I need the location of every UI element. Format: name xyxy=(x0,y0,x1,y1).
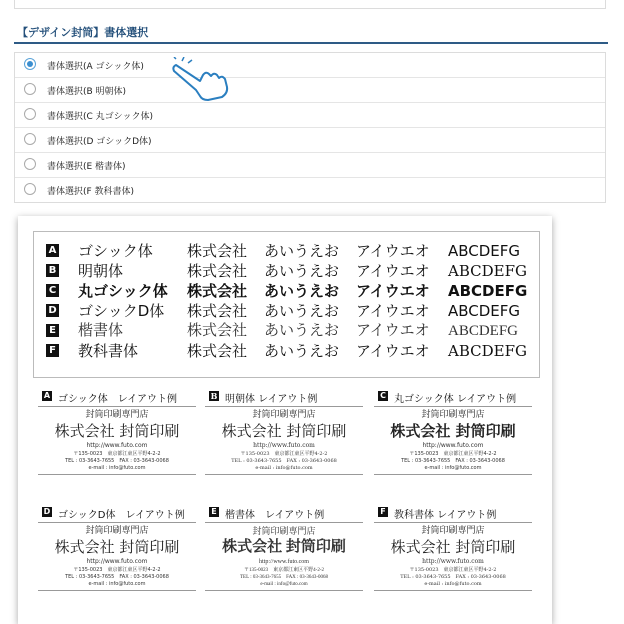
sample-f-hira: あいうえお xyxy=(264,342,340,360)
layout-f-divider xyxy=(374,590,532,591)
layout-e-shop: 封筒印刷専門店 xyxy=(252,526,316,536)
option-c-label[interactable]: 書体選択(C 丸ゴシック体) xyxy=(47,112,153,122)
layout-d-title: ゴシックD体 レイアウト例 xyxy=(58,510,185,521)
sample-c-kata: アイウエオ xyxy=(356,282,430,300)
layout-e-url: http://www.futo.com xyxy=(259,559,309,565)
sample-a-latin: ABCDEFG xyxy=(448,242,521,260)
sample-badge-f: F xyxy=(46,344,59,357)
sample-e-company: 株式会社 xyxy=(187,323,248,339)
sample-b-latin: ABCDEFG xyxy=(448,262,527,280)
layout-f-company: 株式会社 封筒印刷 xyxy=(390,538,516,556)
layout-c-shop: 封筒印刷専門店 xyxy=(421,410,485,420)
radio-d[interactable] xyxy=(24,133,36,145)
sample-badge-b: B xyxy=(46,264,59,277)
sample-badge-a: A xyxy=(46,244,59,257)
sample-b-name: 明朝体 xyxy=(78,262,124,280)
layout-f-address: 〒135-0023 東京都江東区平野4-2-2 xyxy=(409,567,497,573)
radio-e[interactable] xyxy=(24,158,36,170)
layout-b-email: e-mail : info@futo.com xyxy=(255,465,313,471)
font-sample-card xyxy=(18,216,552,624)
sample-d-company: 株式会社 xyxy=(187,302,248,320)
layout-a-company: 株式会社 封筒印刷 xyxy=(54,422,180,440)
layout-f-tel: TEL : 03-3643-7655 FAX : 03-3643-0068 xyxy=(400,574,506,580)
option-a[interactable] xyxy=(15,53,605,78)
sample-e-latin: ABCDEFG xyxy=(448,323,519,339)
sample-e-hira: あいうえお xyxy=(264,323,340,339)
font-radio-group xyxy=(14,52,606,203)
layout-b-title: 明朝体 レイアウト例 xyxy=(225,394,318,405)
layout-c-address: 〒135-0023 東京都江東区平野4-2-2 xyxy=(409,451,497,457)
layout-f-shop: 封筒印刷専門店 xyxy=(421,526,485,536)
layout-b-tel: TEL : 03-3643-7655 FAX : 03-3643-0068 xyxy=(231,458,337,464)
option-d-label[interactable]: 書体選択(D ゴシックD体) xyxy=(47,137,152,147)
option-c[interactable] xyxy=(15,103,605,128)
sample-badge-d: D xyxy=(46,304,59,317)
layout-d-divider xyxy=(38,590,196,591)
option-e[interactable] xyxy=(15,153,605,178)
layout-c-company: 株式会社 封筒印刷 xyxy=(390,422,516,440)
layout-a-divider xyxy=(38,474,196,475)
layout-b-company: 株式会社 封筒印刷 xyxy=(221,422,347,440)
layout-e-company: 株式会社 封筒印刷 xyxy=(222,539,346,555)
layout-e-address: 〒135-0023 東京都江東区平野4-2-2 xyxy=(244,568,324,573)
layout-d-url: http://www.futo.com xyxy=(86,558,148,565)
sample-badge-e: E xyxy=(46,324,59,337)
layout-a-badge: A xyxy=(43,391,51,400)
layout-f-email: e-mail : info@futo.com xyxy=(424,581,482,587)
sample-row-b xyxy=(34,261,539,281)
layout-d-email: e-mail : info@futo.com xyxy=(88,581,146,587)
section-header xyxy=(14,22,608,44)
layout-e-divider xyxy=(205,590,363,591)
sample-d-name: ゴシックD体 xyxy=(78,302,165,320)
sample-c-company: 株式会社 xyxy=(187,282,248,300)
layout-b-badge: B xyxy=(210,391,218,401)
layout-b-url: http://www.futo.com xyxy=(253,442,315,449)
option-f-label[interactable]: 書体選択(F 教科書体) xyxy=(47,187,135,197)
layout-e-title: 楷書体 レイアウト例 xyxy=(225,510,325,521)
layout-a-email: e-mail : info@futo.com xyxy=(88,465,146,471)
sample-a-company: 株式会社 xyxy=(187,242,248,260)
layout-e-email: e-mail : info@futo.com xyxy=(260,582,308,587)
sample-row-d xyxy=(34,301,539,321)
sample-f-name: 教科書体 xyxy=(78,342,139,360)
sample-e-name: 楷書体 xyxy=(78,323,124,339)
sample-c-latin: ABCDEFG xyxy=(448,282,528,300)
option-b-label[interactable]: 書体選択(B 明朝体) xyxy=(47,87,127,97)
sample-a-hira: あいうえお xyxy=(264,242,340,260)
layout-b-address: 〒135-0023 東京都江東区平野4-2-2 xyxy=(240,451,328,457)
layout-a-title: ゴシック体 レイアウト例 xyxy=(58,394,177,405)
layout-d-tel: TEL : 03-3643-7655 FAX : 03-3643-0068 xyxy=(65,574,169,580)
layout-d-badge: D xyxy=(43,507,51,516)
sample-row-e xyxy=(34,321,539,341)
option-a-label[interactable]: 書体選択(A ゴシック体) xyxy=(47,62,144,72)
layout-c-title: 丸ゴシック体 レイアウト例 xyxy=(394,394,517,405)
layout-b-divider xyxy=(205,474,363,475)
radio-a[interactable] xyxy=(24,58,36,70)
sample-c-hira: あいうえお xyxy=(264,282,340,300)
layout-a-tel: TEL : 03-3643-7655 FAX : 03-3643-0068 xyxy=(65,458,169,464)
layout-c-divider xyxy=(374,474,532,475)
sample-b-hira: あいうえお xyxy=(264,262,340,280)
layout-f-title: 教科書体 レイアウト例 xyxy=(394,510,497,521)
option-d[interactable] xyxy=(15,128,605,153)
sample-row-a xyxy=(34,241,539,261)
option-e-label[interactable]: 書体選択(E 楷書体) xyxy=(47,162,126,172)
layout-c-email: e-mail : info@futo.com xyxy=(424,465,482,471)
layout-a-address: 〒135-0023 東京都江東区平野4-2-2 xyxy=(73,451,161,457)
sample-a-name: ゴシック体 xyxy=(78,242,153,260)
option-f[interactable] xyxy=(15,178,605,202)
layout-b-shop: 封筒印刷専門店 xyxy=(252,410,316,420)
layout-d-address: 〒135-0023 東京都江東区平野4-2-2 xyxy=(73,567,161,573)
font-sample-table xyxy=(33,231,540,378)
layout-f-url: http://www.futo.com xyxy=(422,558,484,565)
layout-a-shop: 封筒印刷専門店 xyxy=(85,410,149,420)
sample-a-kata: アイウエオ xyxy=(356,242,430,260)
layout-a-url: http://www.futo.com xyxy=(86,442,148,449)
pointing-hand-icon xyxy=(170,57,230,101)
layout-c-tel: TEL : 03-3643-7655 FAX : 03-3643-0068 xyxy=(401,458,505,464)
layout-c-url: http://www.futo.com xyxy=(422,442,484,449)
option-b[interactable] xyxy=(15,78,605,103)
layout-e-badge: E xyxy=(209,507,219,517)
sample-d-latin: ABCDEFG xyxy=(448,302,521,320)
sample-f-latin: ABCDEFG xyxy=(448,342,527,360)
previous-panel-edge xyxy=(14,0,606,9)
sample-e-kata: アイウエオ xyxy=(356,323,430,339)
sample-b-kata: アイウエオ xyxy=(356,262,430,280)
layout-f-badge: F xyxy=(378,507,388,517)
section-title: 【デザイン封筒】書体選択 xyxy=(17,26,149,39)
sample-f-company: 株式会社 xyxy=(187,342,248,360)
sample-badge-c: C xyxy=(46,284,59,297)
sample-c-name: 丸ゴシック体 xyxy=(78,282,168,300)
sample-d-kata: アイウエオ xyxy=(356,302,430,320)
sample-row-f xyxy=(34,341,539,361)
radio-f[interactable] xyxy=(24,183,36,195)
sample-d-hira: あいうえお xyxy=(264,302,340,320)
sample-row-c xyxy=(34,281,539,301)
sample-b-company: 株式会社 xyxy=(187,262,248,280)
radio-b[interactable] xyxy=(24,83,36,95)
sample-f-kata: アイウエオ xyxy=(356,342,430,360)
layout-e-tel: TEL : 03-3643-7655 FAX : 03-3643-0068 xyxy=(239,575,329,580)
radio-c[interactable] xyxy=(24,108,36,120)
layout-d-company: 株式会社 封筒印刷 xyxy=(54,538,180,556)
layout-d-shop: 封筒印刷専門店 xyxy=(85,526,149,536)
layout-c-badge: C xyxy=(378,391,388,401)
